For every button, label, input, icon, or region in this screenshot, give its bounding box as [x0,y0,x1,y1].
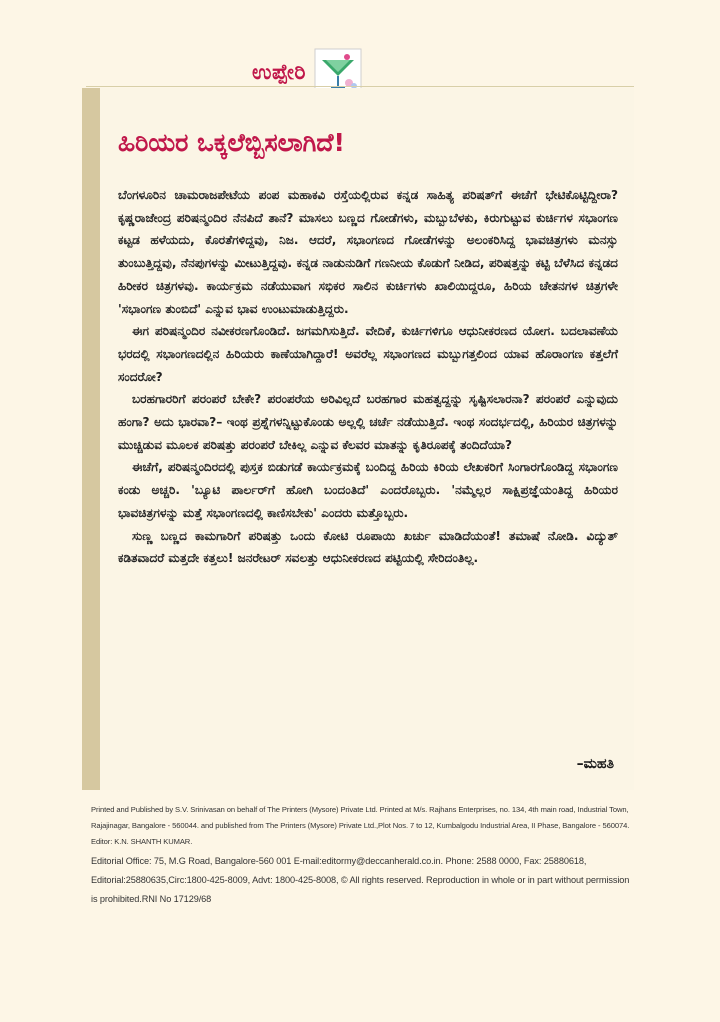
article-side-bar [82,88,100,790]
article-body [118,184,618,570]
imprint-text: Printed and Published by S.V. Srinivasan on behalf of The Printers (Mysore) Private Ltd. Printed at M/s. Rajhans Enterprises, no. 134, 4th main road, Industrial Town, Rajajinagar, Bangalore - 560044. and published from The Printers (Mysore) Private Ltd.,Plot Nos. 7 to 12, Kumbalgodu Industrial Area, II Phase, Bangalore - 560074. Editor: K.N. SHANTH KUMAR. [91,805,630,846]
section-title: ಉಪ್ಪೇರಿ [252,59,306,84]
article-paragraph: ಬೆಂಗಳೂರಿನ ಚಾಮರಾಜಪೇಟೆಯ ಪಂಪ ಮಹಾಕವಿ ರಸ್ತೆಯಲ್ಲಿರುವ ಕನ್ನಡ ಸಾಹಿತ್ಯ ಪರಿಷತ್‌ಗೆ ಈಚೆಗೆ ಭೇಟಿಕೊಟ್ಟಿದ್ದೀರಾ? ಕೃಷ್ಣರಾಜೇಂದ್ರ ಪರಿಷನ್ಮಂದಿರ ನೆನಪಿದೆ ತಾನೆ? ಮಾಸಲು ಬಣ್ಣದ ಗೋಡೆಗಳು, ಮಬ್ಬುಬೆಳಕು, ಕಿರುಗುಟ್ಟುವ ಕುರ್ಚಿಗಳ ಸಭಾಂಗಣ ಕಟ್ಟಡ ಹಳೆಯದು, ಕೊರತೆಗಳಿದ್ದವು, ನಿಜ. ಆದರೆ, ಸಭಾಂಗಣದ ಗೋಡೆಗಳನ್ನು ಅಲಂಕರಿಸಿದ್ದ ಭಾವಚಿತ್ರಗಳು ಮನಸ್ಸು ತುಂಬುತ್ತಿದ್ದವು, ನೆನಪುಗಳನ್ನು ಮೀಟುತ್ತಿದ್ದವು. ಕನ್ನಡ ನಾಡುನುಡಿಗೆ ಗಣನೀಯ ಕೊಡುಗೆ ನೀಡಿದ, ಪರಿಷತ್ತನ್ನು ಕಟ್ಟಿ ಬೆಳೆಸಿದ ಕನ್ನಡದ ಹಿರೀಕರ ಚಿತ್ರಗಳವು. ಕಾರ್ಯಕ್ರಮ ನಡೆಯುವಾಗ ಸಭಿಕರ ಸಾಲಿನ ಕುರ್ಚಿಗಳು ಖಾಲಿಯಿದ್ದರೂ, ಹಿರಿಯ ಚೇತನಗಳ ಚಿತ್ರಗಳೇ 'ಸಭಾಂಗಣ ತುಂಬಿದೆ' ಎನ್ನುವ ಭಾವ ಉಂಟುಮಾಡುತ್ತಿದ್ದರು. [118,188,618,316]
publication-footer [91,802,631,909]
article-paragraph: ಸುಣ್ಣ ಬಣ್ಣದ ಕಾಮಗಾರಿಗೆ ಪರಿಷತ್ತು ಒಂದು ಕೋಟಿ ರೂಪಾಯಿ ಖರ್ಚು ಮಾಡಿದೆಯಂತೆ! ತಮಾಷೆ ನೋಡಿ. ವಿದ್ಯುತ್ ಕಡಿತವಾದರೆ ಮತ್ತದೇ ಕತ್ತಲು! ಜನರೇಟರ್ ಸವಲತ್ತು ಆಧುನೀಕರಣದ ಪಟ್ಟಿಯಲ್ಲಿ ಸೇರಿದಂತಿಲ್ಲ. [118,528,618,566]
article-paragraph: ಈಚೆಗೆ, ಪರಿಷನ್ಮಂದಿರದಲ್ಲಿ ಪುಸ್ತಕ ಬಿಡುಗಡೆ ಕಾರ್ಯಕ್ರಮಕ್ಕೆ ಬಂದಿದ್ದ ಹಿರಿಯ ಕಿರಿಯ ಲೇಖಕರಿಗೆ ಸಿಂಗಾರಗೊಂಡಿದ್ದ ಸಭಾಂಗಣ ಕಂಡು ಅಚ್ಚರಿ. 'ಬ್ಯೂಟಿ ಪಾರ್ಲರ್‌ಗೆ ಹೋಗಿ ಬಂದಂತಿದೆ' ಎಂದರೊಬ್ಬರು. 'ನಮ್ಮೆಲ್ಲರ ಸಾಕ್ಷಿಪ್ರಜ್ಞೆಯಂತಿದ್ದ ಹಿರಿಯರ ಭಾವಚಿತ್ರಗಳನ್ನು ಮತ್ತೆ ಸಭಾಂಗಣದಲ್ಲಿ ಕಾಣಿಸಬೇಕು' ಎಂದರು ಮತ್ತೊಬ್ಬರು. [118,460,618,520]
article-headline: ಹಿರಿಯರ ಒಕ್ಕಲೆಬ್ಬಿಸಲಾಗಿದೆ! [118,128,345,157]
article-paragraph: ಈಗ ಪರಿಷನ್ಮಂದಿರ ನವೀಕರಣಗೊಂಡಿದೆ. ಜಗಮಗಿಸುತ್ತಿದೆ. ವೇದಿಕೆ, ಕುರ್ಚಿಗಳಿಗೂ ಆಧುನೀಕರಣದ ಯೋಗ. ಬದಲಾವಣೆಯ ಭರದಲ್ಲಿ ಸಭಾಂಗಣದಲ್ಲಿನ ಹಿರಿಯರು ಕಾಣೆಯಾಗಿದ್ದಾರೆ! ಅವರೆಲ್ಲ ಸಭಾಂಗಣದ ಮಬ್ಬುಗತ್ತಲಿಂದ ಯಾವ ಹೊರಾಂಗಣ ಕತ್ತಲೆಗೆ ಸಂದರೋ? [118,324,618,384]
article-box [82,88,634,790]
header-divider [86,86,634,87]
editorial-office-text: Editorial Office: 75, M.G Road, Bangalore-560 001 E-mail:editormy@deccanherald.co.in. Phone: 2588 0000, Fax: 25880618, Editorial:25880635,Circ:1800-425-8009, Advt: 1800-425-8008, © All rights reserved. Reproduction in whole or in part without permission is prohibited.RNI No 17129/68 [91,856,630,904]
article-signature: –ಮಹತಿ [576,756,614,772]
article-paragraph: ಬರಹಗಾರರಿಗೆ ಪರಂಪರೆ ಬೇಕೇ? ಪರಂಪರೆಯ ಅರಿವಿಲ್ಲದೆ ಬರಹಗಾರ ಮಹತ್ವದ್ದನ್ನು ಸೃಷ್ಟಿಸಲಾರನಾ? ಪರಂಪರೆ ಎನ್ನುವುದು ಹಂಗಾ? ಅದು ಭಾರವಾ?– ಇಂಥ ಪ್ರಶ್ನೆಗಳನ್ನಿಟ್ಟುಕೊಂಡು ಅಲ್ಲಲ್ಲಿ ಚರ್ಚೆ ನಡೆಯುತ್ತಿದೆ. ಇಂಥ ಸಂದರ್ಭದಲ್ಲಿ, ಹಿರಿಯರ ಚಿತ್ರಗಳನ್ನು ಮುಚ್ಚಿಡುವ ಮೂಲಕ ಪರಿಷತ್ತು ಪರಂಪರೆ ಬೇಕಿಲ್ಲ ಎನ್ನುವ ಕೆಲವರ ಮಾತನ್ನು ಕೃತಿರೂಪಕ್ಕೆ ತಂದಿದೆಯಾ? [118,392,618,452]
